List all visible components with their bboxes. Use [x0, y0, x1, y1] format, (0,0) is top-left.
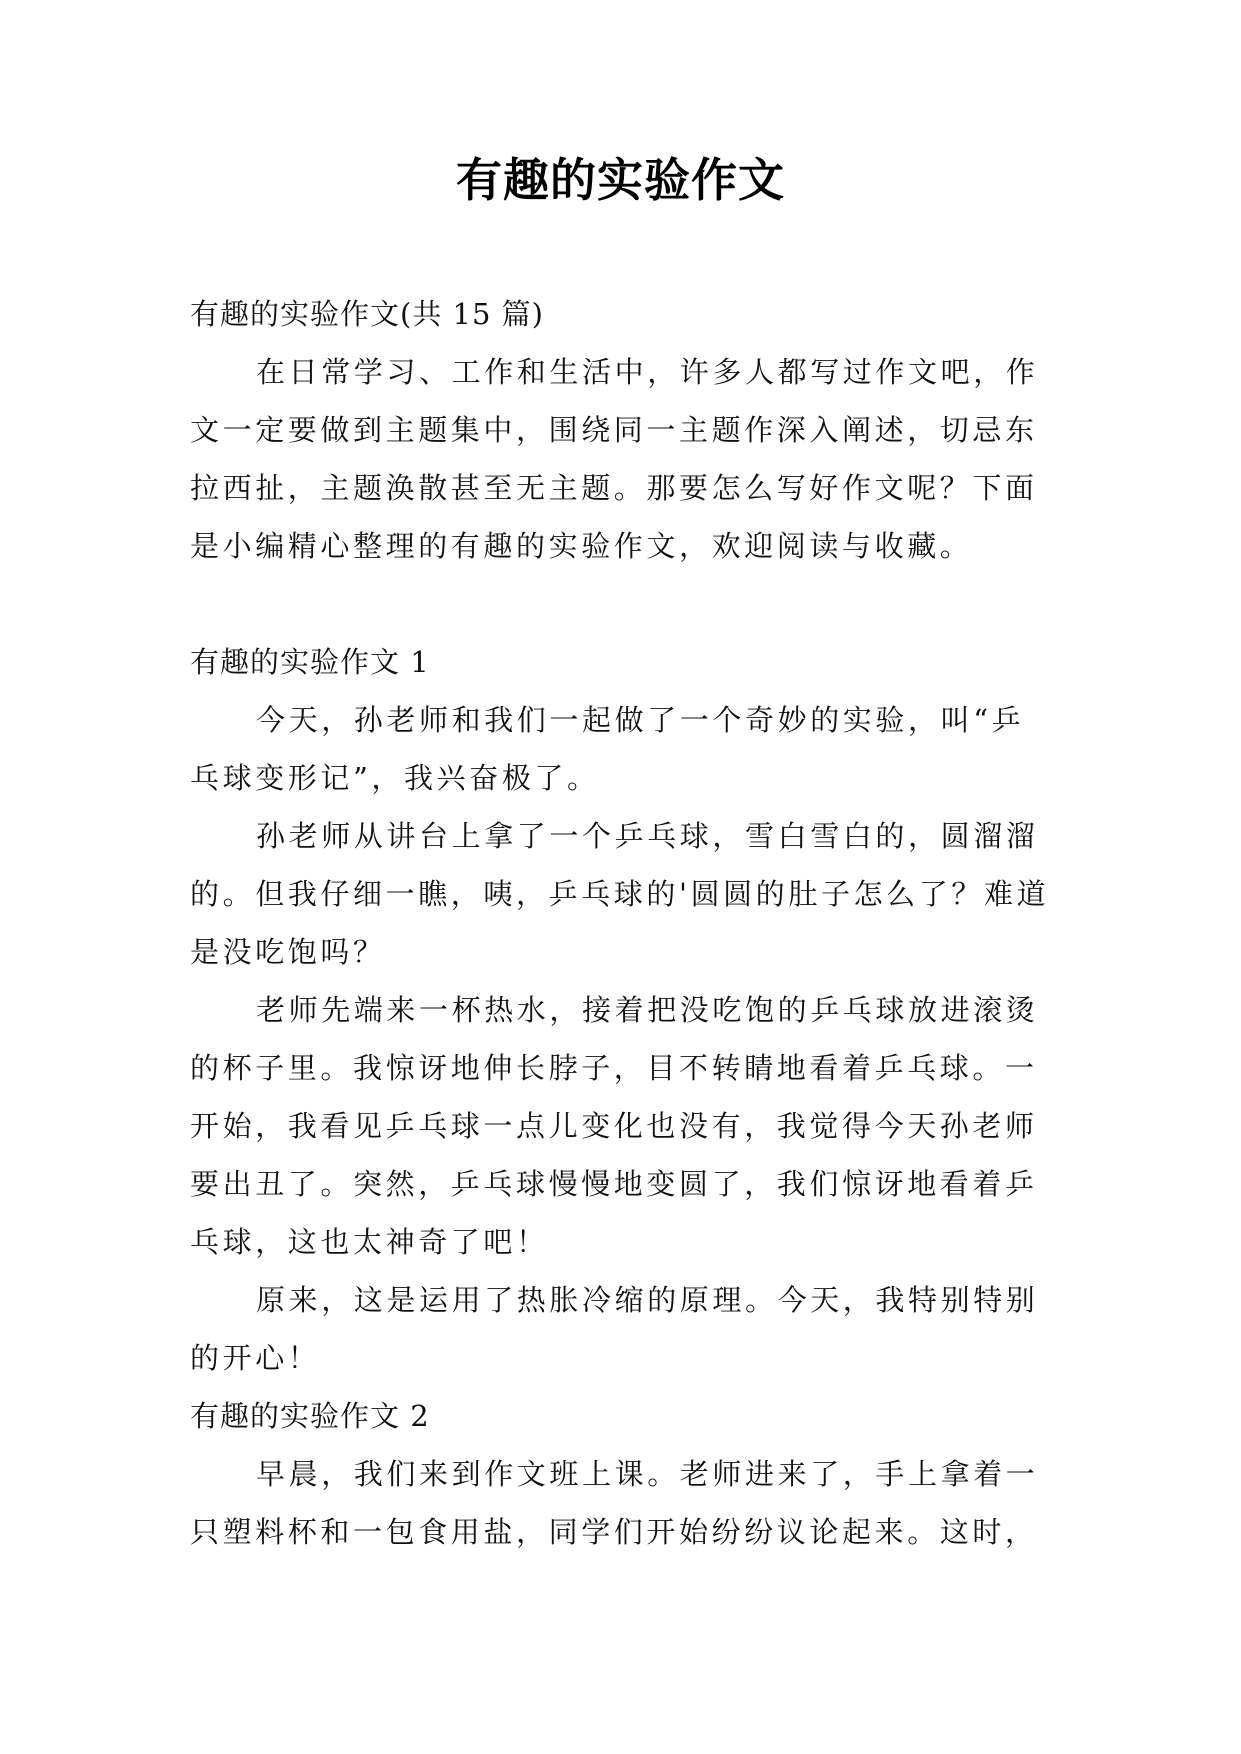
essay-paragraph: 今天，孙老师和我们一起做了一个奇妙的实验，叫“乒乓球变形记”，我兴奋极了。 — [190, 703, 1025, 795]
essay-paragraph: 原来，这是运用了热胀冷缩的原理。今天，我特别特别的开心！ — [190, 1283, 1039, 1375]
document-title: 有趣的实验作文 — [456, 153, 785, 207]
essay-heading: 有趣的实验作文 2 — [190, 1399, 430, 1433]
essay-heading: 有趣的实验作文 1 — [190, 645, 430, 679]
collection-subtitle: 有趣的实验作文(共 15 篇) — [190, 297, 544, 331]
section-spacer — [190, 575, 1052, 633]
essay-paragraph: 孙老师从讲台上拿了一个乒乓球，雪白雪白的，圆溜溜的。但我仔细一瞧，咦，乒乓球的'圆圆的肚子怎么了？难道是没吃饱吗？ — [190, 819, 1050, 969]
essay-paragraph: 老师先端来一杯热水，接着把没吃饱的乒乓球放进滚烫的杯子里。我惊讶地伸长脖子，目不转睛地看着乒乓球。一开始，我看见乒乓球一点儿变化也没有，我觉得今天孙老师要出丑了。突然，乒乓球慢慢地变圆了，我们惊讶地看着乒乓球，这也太神奇了吧！ — [190, 993, 1039, 1259]
document-body — [190, 285, 1052, 1561]
essay-paragraph: 早晨，我们来到作文班上课。老师进来了，手上拿着一只塑料杯和一包食用盐，同学们开始纷纷议论起来。这时， — [190, 1457, 1039, 1549]
intro-paragraph: 在日常学习、工作和生活中，许多人都写过作文吧，作文一定要做到主题集中，围绕同一主题作深入阐述，切忌东拉西扯，主题涣散甚至无主题。那要怎么写好作文呢？下面是小编精心整理的有趣的实验作文，欢迎阅读与收藏。 — [190, 355, 1039, 563]
